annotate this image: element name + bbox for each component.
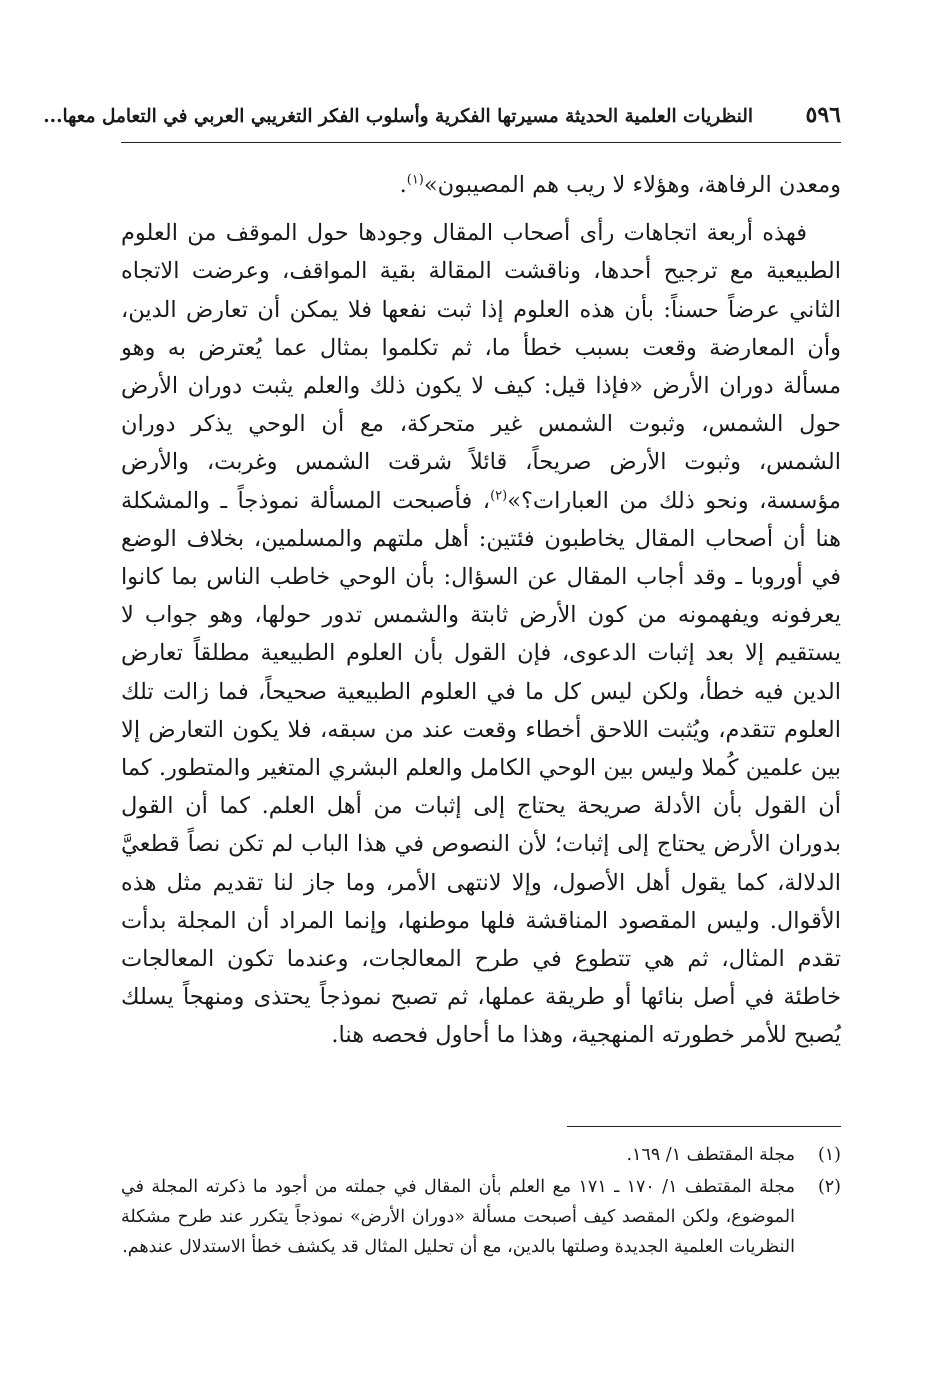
- footnote-2: [121, 1172, 841, 1262]
- footnote-ref-2: (٢): [490, 488, 508, 504]
- paragraph-2: [121, 214, 841, 1054]
- footnote-2-text: مجلة المقتطف ١/ ١٧٠ ـ ١٧١ مع العلم بأن المقال في جملته من أجود ما ذكرته المجلة في الموضوع، ولكن المقصد كيف أصبحت مسألة «دوران الأرض» نموذجاً يتكرر عند طرح مشكلة النظريات العلمية الجديدة وصلتها بالدين، مع أن تحليل المثال قد يكشف خطأ الاستدلال عندهم.: [121, 1177, 795, 1257]
- paragraph-1-text: ومعدن الرفاهة، وهؤلاء لا ريب هم المصيبون»: [423, 172, 841, 198]
- footnote-ref-1: (١): [406, 172, 424, 188]
- paragraph-2-text-b: ، فأصبحت المسألة نموذجاً ـ والمشكلة هنا أن أصحاب المقال يخاطبون فئتين: أهل ملتهم والمسلمين، بخلاف الوضع في أوروبا ـ وقد أجاب المقال عن السؤال: بأن الوحي خاطب الناس بما كانوا يعرفونه ويفهمونه من كون الأرض ثابتة والشمس تدور حولها، وهو جواب لا يستقيم إلا بعد إثبات الدعوى، فإن القول بأن العلوم الطبيعية مطلقاً تعارض الدين فيه خطأ، ولكن ليس كل ما في العلوم الطبيعية صحيحاً، فما زالت تلك العلوم تتقدم، ويُثبت اللاحق أخطاء وقعت عند من سبقه، فلا يكون التعارض إلا بين علمين كُملا وليس بين الوحي الكامل والعلم البشري المتغير والمتطور. كما أن القول بأن الأدلة صريحة يحتاج إلى إثبات من أهل العلم. كما أن القول بدوران الأرض يحتاج إلى إثبات؛ لأن النصوص في هذا الباب لم تكن نصاً قطعيَّ الدلالة، كما يقول أهل الأصول، وإلا لانتهى الأمر، وما جاز لنا تقديم مثل هذه الأقوال. وليس المقصود المناقشة فلها موطنها، وإنما المراد أن المجلة بدأت تقدم المثال، ثم هي تتطوع في طرح المعالجات، وعندما تكون المعالجات خاطئة في أصل بنائها أو طريقة عملها، ثم تصبح نموذجاً يحتذى ومنهجاً يسلك يُصبح للأمر خطورته المنهجية، وهذا ما أحاول فحصه هنا.: [121, 487, 841, 1049]
- paragraph-2-text-a: فهذه أربعة اتجاهات رأى أصحاب المقال وجودها حول الموقف من العلوم الطبيعية مع ترجيح أحدها، وناقشت المقالة بقية المواقف، وعرضت الاتجاه الثاني عرضاً حسناً: بأن هذه العلوم إذا ثبت نفعها فلا يمكن أن تعارض الدين، وأن المعارضة وقعت بسبب خطأ ما، ثم تكلموا بمثال عما يُعترض به وهو مسألة دوران الأرض «فإذا قيل: كيف لا يكون ذلك والعلم يثبت دوران الأرض حول الشمس، وثبوت الشمس غير متحركة، مع أن الوحي يذكر دوران الشمس، وثبوت الأرض صريحاً، قائلاً شرقت الشمس وغربت، والأرض مؤسسة، ونحو ذلك من العبارات؟»: [121, 220, 841, 514]
- footnote-divider: [567, 1126, 841, 1127]
- footnote-1: [121, 1140, 841, 1170]
- footnote-1-text: مجلة المقتطف ١/ ١٦٩.: [626, 1145, 795, 1165]
- footnote-1-number: (١): [817, 1145, 841, 1165]
- page-header: [43, 100, 841, 140]
- paragraph-1-end: .: [399, 172, 407, 198]
- footnotes: [121, 1140, 841, 1264]
- running-title: النظريات العلمية الحديثة مسيرتها الفكرية وأسلوب الفكر التغريبي العربي في التعامل معها...: [43, 106, 753, 127]
- main-text: [121, 166, 841, 1055]
- page-number: ٥٩٦: [805, 102, 841, 128]
- footnote-2-number: (٢): [817, 1177, 841, 1197]
- header-divider: [121, 142, 841, 143]
- paragraph-1: [121, 166, 841, 204]
